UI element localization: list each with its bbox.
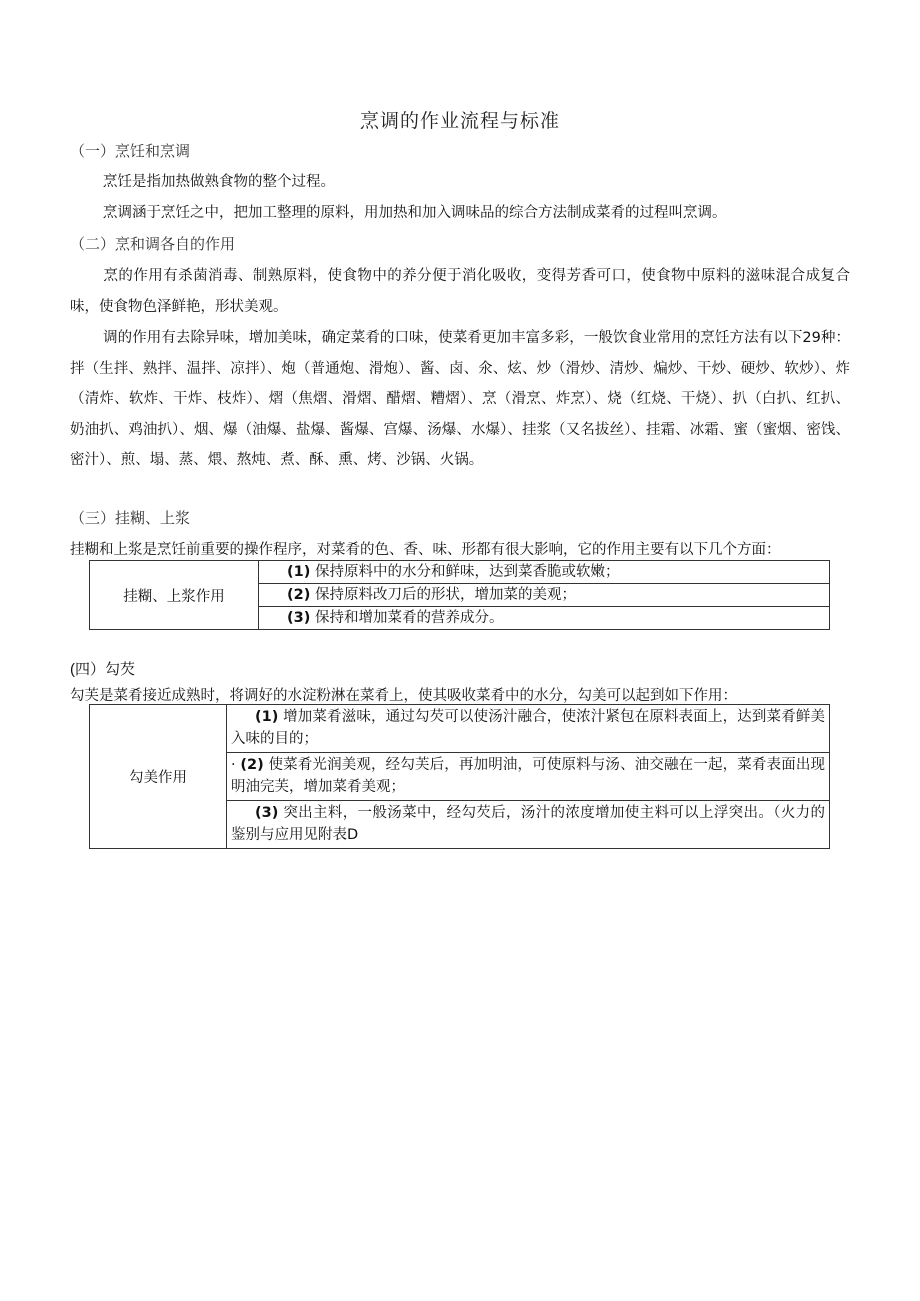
coating-item-2-number: (2): [287, 587, 311, 603]
thickening-item-2-number: (2): [240, 757, 264, 773]
section-2-paragraph-2-text: 调的作用有去除异味，增加美味，确定菜肴的口味，使菜肴更加丰富多彩，一般饮食业常用的烹饪方法有以下29种：拌（生拌、熟拌、温拌、凉拌）、炮（普通炮、滑炮）、酱、卤、氽、炫、炒（滑炒、清炒、煸炒、干炒、硬炒、软炒）、炸（清炸、软炸、干炸、枝炸）、熠（焦熠、滑熠、醋熠、糟熠）、烹（滑烹、炸烹）、烧（红烧、干烧）、扒（白扒、红扒、奶油扒、鸡油扒）、烟、爆（油爆、盐爆、酱爆、宫爆、汤爆、水爆）、挂浆（又名拔丝）、挂霜、冰霜、蜜（蜜烟、密饯、密汁）、煎、塌、蒸、煨、熬炖、煮、酥、熏、烤、沙锅、火锅。: [70, 330, 850, 468]
thickening-item-2-text: 使菜肴光润美观，经勾芙后，再加明油，可使原料与汤、油交融在一起，菜肴表面出现明油完芙，增加菜肴美观；: [231, 757, 826, 795]
section-4-lead: 勾芙是菜肴接近成熟时，将调好的水淀粉淋在菜肴上，使其吸收菜肴中的水分，勾美可以起到如下作用：: [70, 688, 737, 704]
coating-item-3: [259, 607, 830, 630]
thickening-item-3: [227, 801, 830, 849]
section-3-lead: 挂糊和上浆是烹饪前重要的操作程序，对菜肴的色、香、味、形都有很大影响，它的作用主要有以下几个方面：: [70, 542, 781, 558]
thickening-table-label: 勾美作用: [90, 705, 227, 849]
thickening-item-2-bullet: ·: [231, 757, 236, 773]
thickening-item-3-number: (3): [255, 805, 279, 821]
section-2-heading: （二）烹和调各自的作用: [70, 235, 236, 253]
section-4-heading: (四）勾芡: [70, 661, 135, 678]
thickening-item-1-text: 增加菜肴滋味，通过勾芡可以使汤汁融合，使浓汁紧包在原料表面上，达到菜肴鲜美入味的目的；: [231, 709, 826, 747]
coating-item-1: [259, 561, 830, 584]
coating-item-1-text: 保持原料中的水分和鲜味，达到菜香脆或软嫩；: [314, 564, 620, 580]
coating-table-label: 挂糊、上浆作用: [90, 561, 259, 630]
page-title: 烹调的作业流程与标准: [359, 110, 560, 132]
thickening-effects-table: [89, 704, 830, 849]
section-1-paragraph-1-text: 烹饪是指加热做熟食物的整个过程。: [103, 174, 335, 190]
table-row: [90, 705, 830, 753]
coating-effects-table: [89, 560, 830, 630]
section-2-paragraph-2: [70, 323, 850, 476]
coating-item-2-text: 保持原料改刀后的形状，增加菜的美观；: [314, 587, 576, 603]
section-2-paragraph-1-text: 烹的作用有杀菌消毒、制熟原料，使食物中的养分便于消化吸收，变得芳香可口，使食物中原料的滋味混合成复合味，使食物色泽鲜艳，形状美观。: [70, 268, 850, 315]
section-1-paragraph-2: [70, 198, 850, 229]
section-3-heading: （三）挂糊、上浆: [70, 509, 191, 527]
table-row: [90, 561, 830, 584]
coating-item-3-number: (3): [287, 610, 311, 626]
section-2-paragraph-1: [70, 261, 850, 322]
coating-item-2: [259, 584, 830, 607]
coating-item-3-text: 保持和增加菜肴的营养成分。: [314, 610, 504, 626]
section-1-heading: （一）烹饪和烹调: [70, 142, 191, 160]
thickening-item-1: [227, 705, 830, 753]
section-1-paragraph-1: [70, 167, 850, 198]
section-1-paragraph-2-text: 烹调涵于烹饪之中，把加工整理的原料，用加热和加入调味品的综合方法制成菜肴的过程叫烹调。: [103, 205, 727, 221]
coating-item-1-number: (1): [287, 564, 311, 580]
thickening-item-3-text: 突出主料，一般汤菜中，经勾芡后，汤汁的浓度增加使主料可以上浮突出。（火力的鉴别与应用见附表D: [231, 805, 826, 843]
thickening-item-2: [227, 753, 830, 801]
thickening-item-1-number: (1): [255, 709, 279, 725]
